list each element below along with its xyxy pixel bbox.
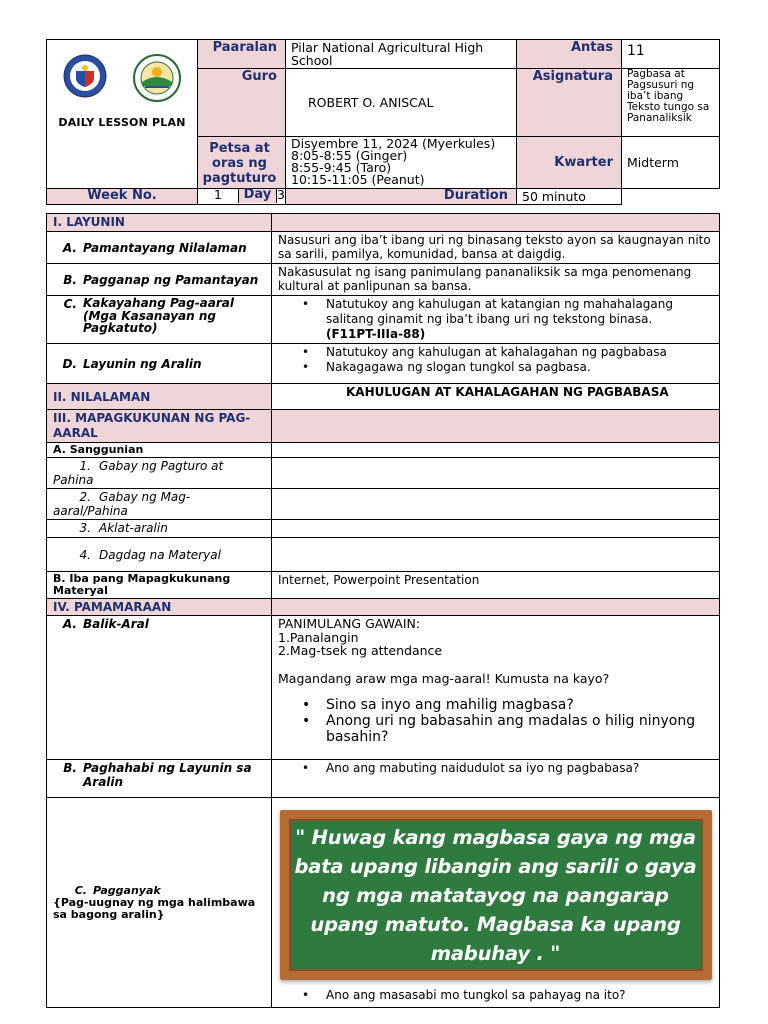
- layunin-d-item: • Nakagagawa ng slogan tungkol sa pagbasa.: [326, 360, 713, 375]
- layunin-d-text: [272, 344, 720, 384]
- header-table: [46, 39, 720, 205]
- chalkboard-quote-image: [280, 810, 712, 980]
- layunin-b-label: B. Pagganap ng Pamantayan: [47, 264, 272, 296]
- pagganyak-label: C. Pagganyak {Pag-uugnay ng mga halimbawa sa bagong aralin}: [47, 798, 272, 1008]
- week-day-cell: [198, 189, 286, 205]
- lesson-topic: KAHULUGAN AT KAHALAGAHAN NG PAGBABASA: [272, 384, 720, 410]
- duration-value: 50 minuto: [517, 189, 622, 205]
- deped-seal-icon: [63, 54, 107, 98]
- balik-aral-label: A. Balik-Aral: [47, 616, 272, 760]
- date-line: Disyembre 11, 2024 (Myerkules): [291, 136, 496, 151]
- week-label: Week No.: [47, 189, 198, 205]
- section-nilalaman-title: II. NILALAMAN: [47, 384, 272, 410]
- reference-item: 1. Gabay ng Pagturo at Pahina: [47, 458, 272, 489]
- activity-step: 1.Panalangin: [278, 629, 359, 645]
- quarter-value: Midterm: [622, 137, 720, 189]
- pagganyak-content: [272, 798, 720, 1008]
- other-materials-label: B. Iba pang Mapagkukunang Materyal: [47, 572, 272, 599]
- balik-aral-content: [272, 616, 720, 760]
- grade-label: Antas: [517, 40, 622, 69]
- day-label: Day: [238, 189, 277, 203]
- grade-value: 11: [622, 40, 720, 69]
- date-value: [286, 137, 517, 189]
- school-seal-icon: [133, 54, 181, 102]
- competency-code: (F11PT-IIIa-88): [326, 327, 426, 341]
- subject-label: Asignatura: [517, 69, 622, 137]
- time-line: 8:55-9:45 (Taro): [291, 160, 392, 175]
- paghahabi-content: [272, 760, 720, 798]
- section-layunin-title: I. LAYUNIN: [47, 214, 272, 232]
- layunin-a-text: Nasusuri ang iba’t ibang uri ng binasang teksto ayon sa kaugnayan nito sa sarili, pamilya, komunidad, bansa at daigdig.: [272, 232, 720, 264]
- subject-value: Pagbasa at Pagsusuri ng iba’t ibang Teksto tungo sa Pananaliksik: [622, 69, 720, 137]
- quote-text: " Huwag kang magbasa gaya ng mga bata upang libangin ang sarili o gaya ng mga matatayog na pangarap upang matuto. Magbasa ka upang mabuhay . ": [294, 825, 697, 965]
- reference-item: 3. Aklat-aralin: [47, 520, 272, 538]
- reference-item: 4. Dagdag na Materyal: [47, 538, 272, 572]
- reference-value: [272, 538, 720, 572]
- sanggunian-label: A. Sanggunian: [47, 443, 272, 458]
- quarter-label: Kwarter: [517, 137, 622, 189]
- layunin-c-text: [272, 296, 720, 344]
- greeting-text: Magandang araw mga mag-aaral! Kumusta na kayo?: [278, 670, 610, 686]
- section-pamamaraan-title: IV. PAMAMARAAN: [47, 599, 272, 616]
- reflection-question: • Ano ang masasabi mo tungkol sa pahayag na ito?: [326, 988, 713, 1003]
- layunin-d-item: • Natutukoy ang kahulugan at kahalagahan ng pagbabasa: [326, 345, 713, 360]
- warmup-question: • Anong uri ng babasahin ang madalas o hilig ninyong basahin?: [326, 713, 713, 745]
- teacher-value: ROBERT O. ANISCAL: [286, 69, 517, 137]
- section-mapagkukunan-title: III. MAPAGKUKUNAN NG PAG-AARAL: [47, 410, 272, 443]
- duration-label: Duration: [286, 189, 517, 205]
- reference-value: [272, 489, 720, 520]
- activity-heading: PANIMULANG GAWAIN:: [278, 616, 421, 631]
- layunin-a-label: A. Pamantayang Nilalaman: [47, 232, 272, 264]
- layunin-c-item: Natutukoy ang kahulugan at katangian ng mahahalagang salitang ginamit ng iba’t ibang uri ng tekstong binasa.: [326, 297, 673, 326]
- warmup-question: • Sino sa inyo ang mahilig magbasa?: [326, 697, 713, 713]
- section-layunin-fill: [272, 214, 720, 232]
- lesson-table: [46, 213, 720, 1008]
- time-line: 10:15-11:05 (Peanut): [291, 172, 425, 187]
- pagganyak-subtitle: {Pag-uugnay ng mga halimbawa sa bagong aralin}: [53, 895, 256, 921]
- teacher-label: Guro: [198, 69, 286, 137]
- time-line: 8:05-8:55 (Ginger): [291, 148, 408, 163]
- paghahabi-label: B. Paghahabi ng Layunin sa Aralin: [47, 760, 272, 798]
- sanggunian-value: [272, 443, 720, 458]
- layunin-b-text: Nakasusulat ng isang panimulang pananaliksik sa mga penomenang kultural at panlipunan sa bansa.: [272, 264, 720, 296]
- doc-title: DAILY LESSON PLAN: [58, 116, 186, 129]
- activity-step: 2.Mag-tsek ng attendance: [278, 643, 443, 658]
- reference-value: [272, 520, 720, 538]
- other-materials-value: Internet, Powerpoint Presentation: [272, 572, 720, 599]
- school-label: Paaralan: [198, 40, 286, 69]
- section-mapagkukunan-fill: [272, 410, 720, 443]
- day-value: 3: [277, 187, 285, 202]
- layunin-d-label: D. Layunin ng Aralin: [47, 344, 272, 384]
- layunin-c-label: C. Kakayahang Pag-aaral (Mga Kasanayan ng Pagkatuto): [47, 296, 272, 344]
- date-label: Petsa at oras ng pagtuturo: [198, 137, 286, 189]
- reference-item: 2. Gabay ng Mag-aaral/Pahina: [47, 489, 272, 520]
- week-value: 1: [213, 187, 222, 202]
- school-value: Pilar National Agricultural High School: [286, 40, 517, 69]
- motive-question: • Ano ang mabuting naidudulot sa iyo ng pagbabasa?: [326, 761, 713, 776]
- reference-value: [272, 458, 720, 489]
- section-pamamaraan-fill: [272, 599, 720, 616]
- logo-cell: [47, 40, 198, 189]
